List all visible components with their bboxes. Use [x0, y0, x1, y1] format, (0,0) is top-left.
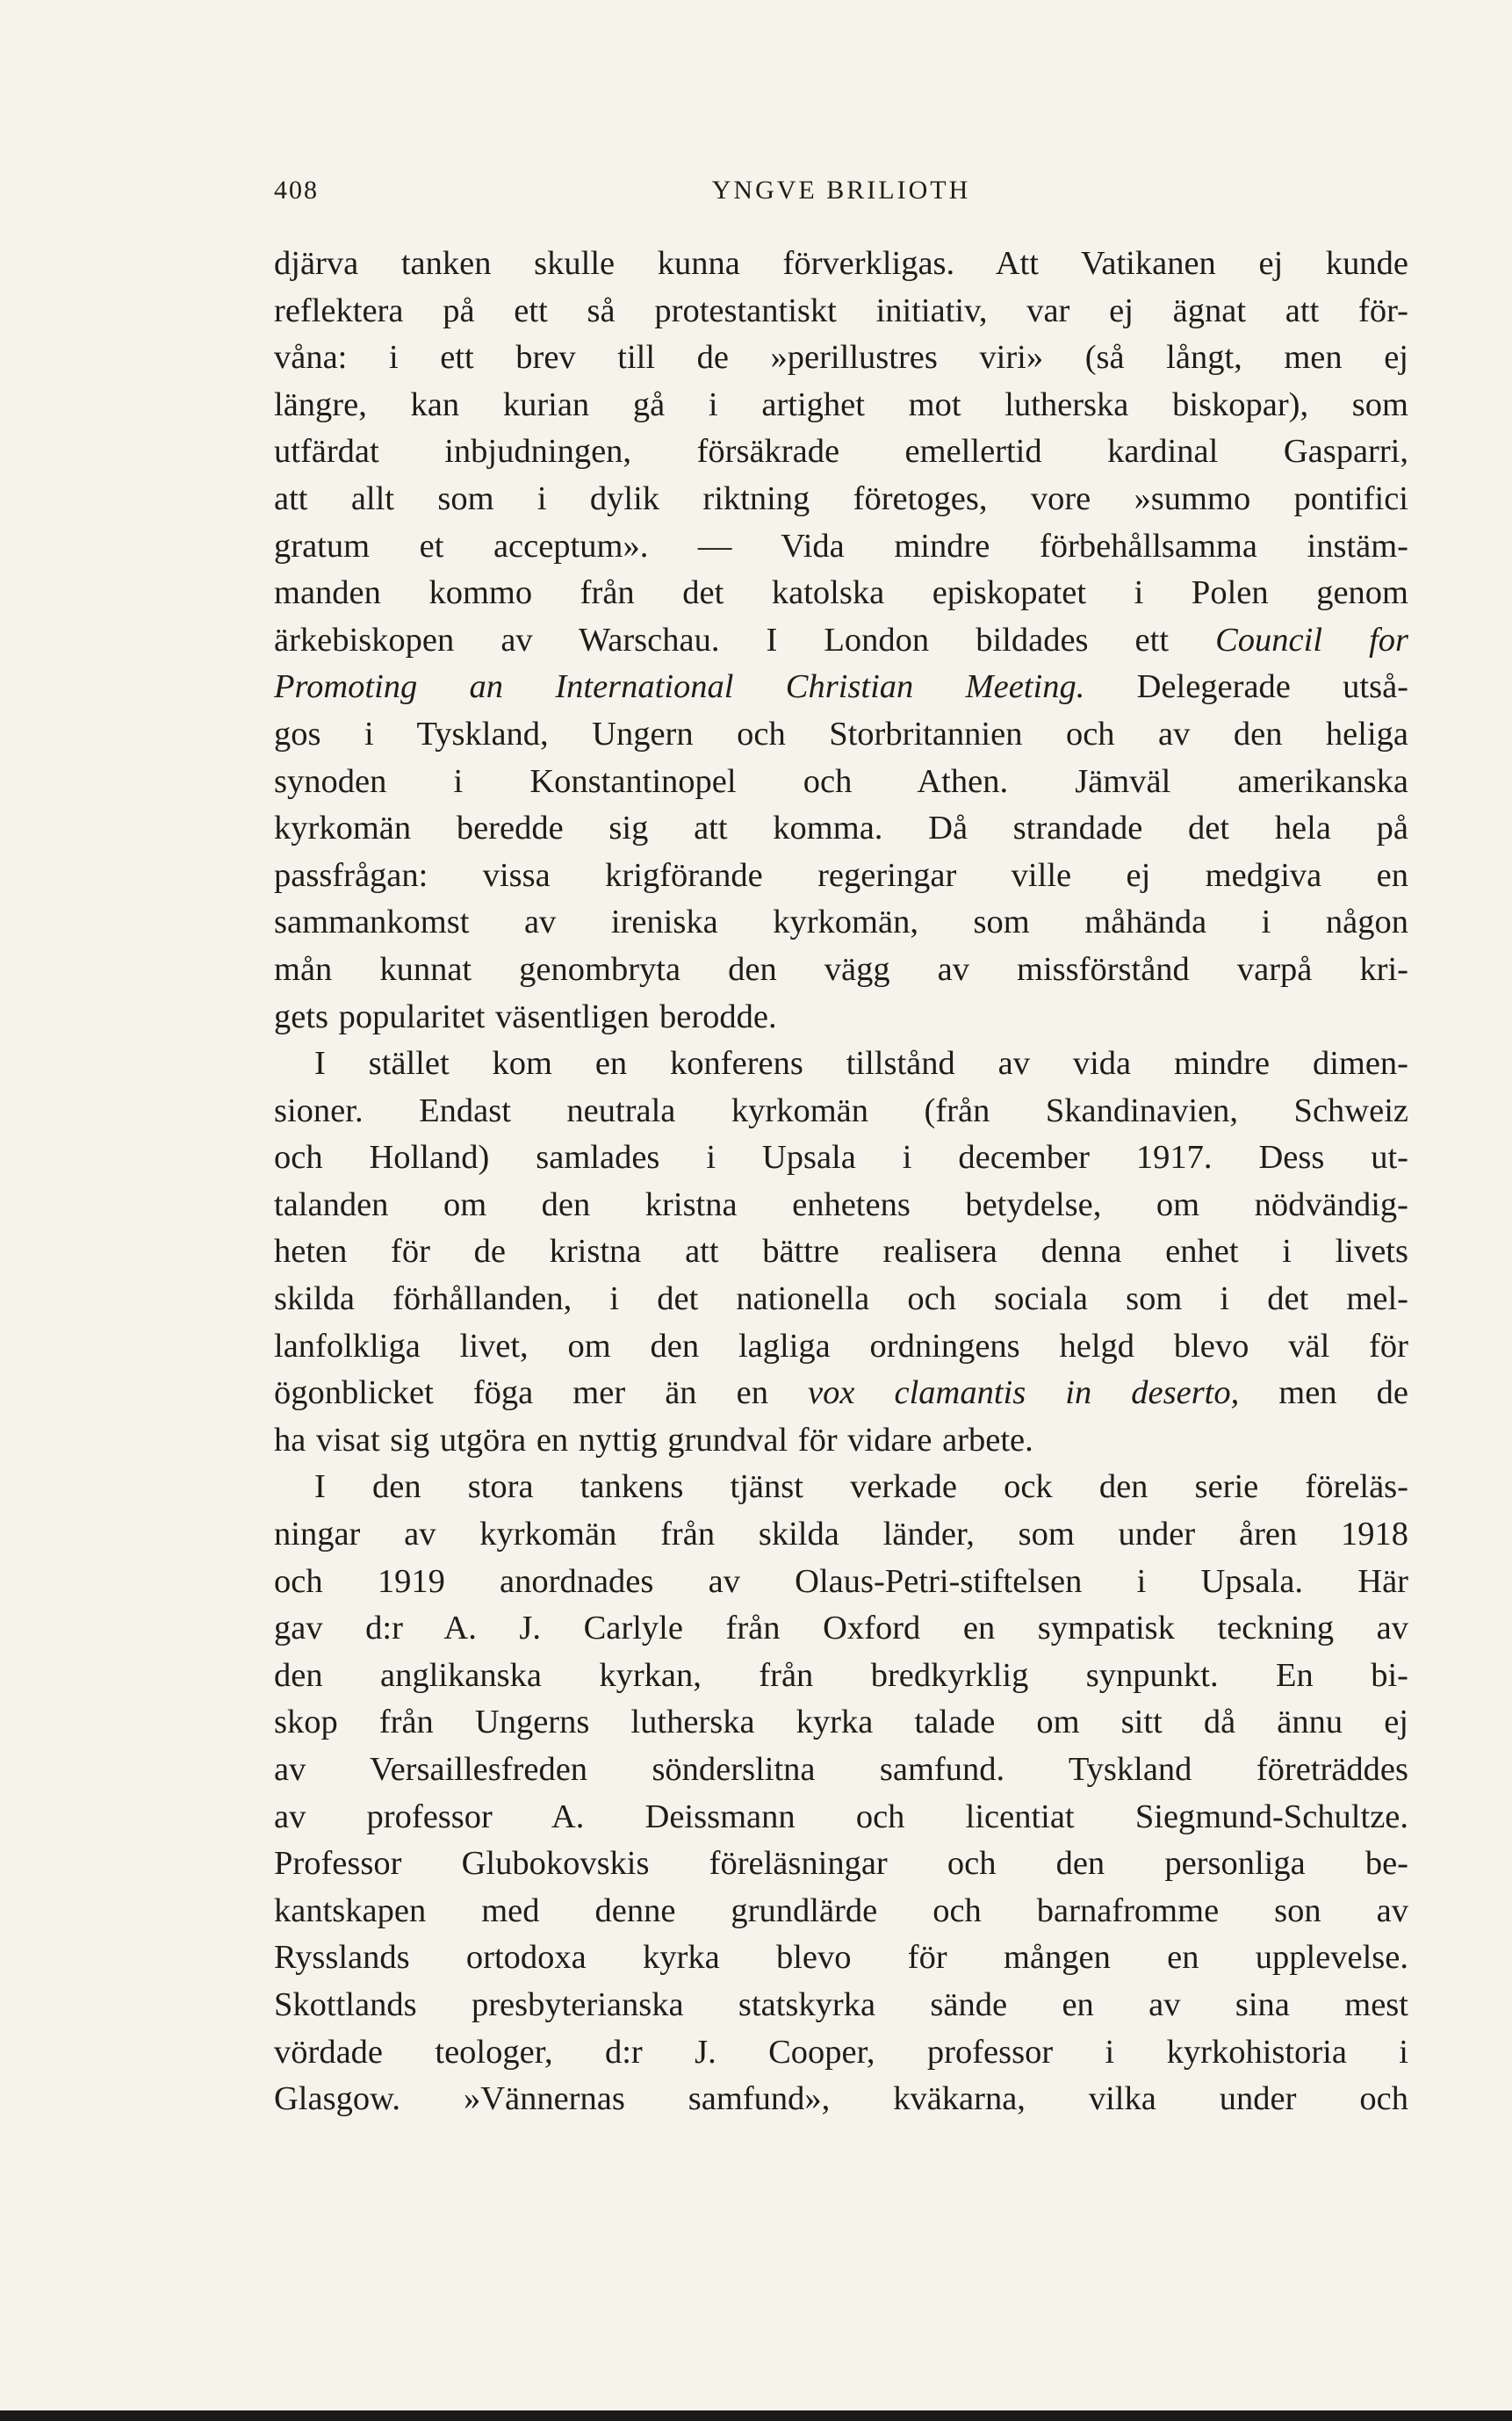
- line-text: heten för de kristna att bättre realisera denna enhet i livets: [274, 1233, 1408, 1271]
- text-line: [274, 382, 1408, 429]
- line-text: I den stora tankens tjänst verkade ock den serie föreläs-: [314, 1468, 1408, 1506]
- line-text: och Holland) samlades i Upsala i december 1917. Dess ut-: [274, 1139, 1408, 1177]
- line-text: kantskapen med denne grundlärde och barnafromme son av: [274, 1891, 1408, 1929]
- line-text: gav d:r A. J. Carlyle från Oxford en sympatisk teckning av: [274, 1610, 1408, 1647]
- text-line: [274, 288, 1408, 335]
- text-line: [274, 1182, 1408, 1229]
- text-line: [274, 711, 1408, 759]
- line-text: sammankomst av ireniska kyrkomän, som måhända i någon: [274, 904, 1408, 941]
- text-line: [274, 994, 1408, 1041]
- text-line: [274, 523, 1408, 571]
- text-line: [274, 1276, 1408, 1323]
- line-text: Skottlands presbyterianska statskyrka sände en av sina mest: [274, 1985, 1408, 2023]
- line-text: Delegerade utså-: [1084, 668, 1408, 706]
- text-line: [274, 853, 1408, 900]
- text-line: [274, 429, 1408, 476]
- scan-edge: [0, 2410, 1512, 2421]
- text-line: [274, 1559, 1408, 1606]
- text-line: [274, 1229, 1408, 1276]
- line-text: Glasgow. »Vännernas samfund», kväkarna, vilka under och: [274, 2080, 1408, 2118]
- text-line: [274, 1794, 1408, 1841]
- text-line: [274, 1464, 1408, 1511]
- text-line: [274, 1935, 1408, 1982]
- line-text: synoden i Konstantinopel och Athen. Jämväl amerikanska: [274, 762, 1408, 800]
- text-line: [274, 1605, 1408, 1653]
- line-text: skop från Ungerns lutherska kyrka talade om sitt då ännu ej: [274, 1704, 1408, 1741]
- text-line: [274, 335, 1408, 382]
- text-line: [274, 1747, 1408, 1794]
- line-text: ögonblicket föga mer än en: [274, 1374, 809, 1412]
- text-line: [274, 1323, 1408, 1371]
- line-text: reflektera på ett så protestantiskt initiativ, var ej ägnat att för-: [274, 292, 1408, 329]
- text-line: [274, 1135, 1408, 1182]
- body-text: [274, 241, 1408, 2123]
- line-text: ningar av kyrkomän från skilda länder, som under åren 1918: [274, 1516, 1408, 1553]
- text-line: [274, 759, 1408, 806]
- text-line: [274, 476, 1408, 523]
- line-text: den anglikanska kyrkan, från bredkyrklig synpunkt. En bi-: [274, 1656, 1408, 1694]
- text-line: [274, 1653, 1408, 1700]
- italic-text: Promoting an International Christian Meeting.: [274, 668, 1085, 706]
- line-text: gos i Tyskland, Ungern och Storbritannien och av den heliga: [274, 715, 1408, 753]
- text-line: [274, 1511, 1408, 1559]
- text-line: [274, 2029, 1408, 2077]
- line-text: mån kunnat genombryta den vägg av missförstånd varpå kri-: [274, 950, 1408, 988]
- line-text: sioner. Endast neutrala kyrkomän (från Skandinavien, Schweiz: [274, 1092, 1408, 1129]
- line-text: våna: i ett brev till de »perillustres viri» (så långt, men ej: [274, 339, 1408, 377]
- line-text: lanfolkliga livet, om den lagliga ordningens helgd blevo väl för: [274, 1327, 1408, 1365]
- text-line: [274, 2076, 1408, 2123]
- italic-text: Council for: [1215, 621, 1408, 659]
- line-text: Professor Glubokovskis föreläsningar och den personliga be-: [274, 1845, 1408, 1883]
- text-line: [274, 617, 1408, 665]
- text-line: [274, 664, 1408, 711]
- line-text: utfärdat inbjudningen, försäkrade emellertid kardinal Gasparri,: [274, 433, 1408, 471]
- line-text: att allt som i dylik riktning företoges, vore »summo pontifici: [274, 479, 1408, 517]
- text-line: [274, 899, 1408, 947]
- italic-text: vox clamantis in deserto,: [808, 1374, 1240, 1412]
- line-text: Rysslands ortodoxa kyrka blevo för mången en upplevelse.: [274, 1939, 1408, 1977]
- page-number: 408: [274, 176, 319, 205]
- line-text: vördade teologer, d:r J. Cooper, professor i kyrkohistoria i: [274, 2033, 1408, 2071]
- line-text: skilda förhållanden, i det nationella och sociala som i det mel-: [274, 1280, 1408, 1318]
- text-line: [274, 241, 1408, 288]
- running-head: YNGVE BRILIOTH: [711, 176, 971, 205]
- text-line: [274, 1699, 1408, 1747]
- line-text: gets popularitet väsentligen berodde.: [274, 998, 777, 1035]
- line-text: men de: [1239, 1374, 1408, 1412]
- line-text: av professor A. Deissmann och licentiat Siegmund-Schultze.: [274, 1798, 1408, 1835]
- text-line: [274, 1888, 1408, 1935]
- line-text: djärva tanken skulle kunna förverkligas. Att Vatikanen ej kunde: [274, 245, 1408, 282]
- line-text: längre, kan kurian gå i artighet mot lutherska biskopar), som: [274, 385, 1408, 423]
- line-text: av Versaillesfreden sönderslitna samfund. Tyskland företräddes: [274, 1751, 1408, 1788]
- line-text: I stället kom en konferens tillstånd av vida mindre dimen-: [314, 1045, 1408, 1083]
- line-text: ärkebiskopen av Warschau. I London bildades ett: [274, 621, 1216, 659]
- line-text: kyrkomän beredde sig att komma. Då strandade det hela på: [274, 810, 1408, 847]
- text-line: [274, 1417, 1408, 1465]
- line-text: ha visat sig utgöra en nyttig grundval för vidare arbete.: [274, 1421, 1033, 1459]
- text-line: [274, 570, 1408, 617]
- text-line: [274, 1088, 1408, 1135]
- page-header: [274, 176, 1408, 211]
- text-line: [274, 947, 1408, 994]
- line-text: och 1919 anordnades av Olaus-Petri-stiftelsen i Upsala. Här: [274, 1562, 1408, 1600]
- text-line: [274, 1041, 1408, 1088]
- line-text: manden kommo från det katolska episkopatet i Polen genom: [274, 574, 1408, 612]
- text-line: [274, 1370, 1408, 1417]
- text-line: [274, 1841, 1408, 1888]
- line-text: passfrågan: vissa krigförande regeringar ville ej medgiva en: [274, 856, 1408, 894]
- line-text: gratum et acceptum». — Vida mindre förbehållsamma instäm-: [274, 527, 1408, 565]
- text-line: [274, 1982, 1408, 2029]
- text-line: [274, 805, 1408, 853]
- line-text: talanden om den kristna enhetens betydelse, om nödvändig-: [274, 1185, 1408, 1223]
